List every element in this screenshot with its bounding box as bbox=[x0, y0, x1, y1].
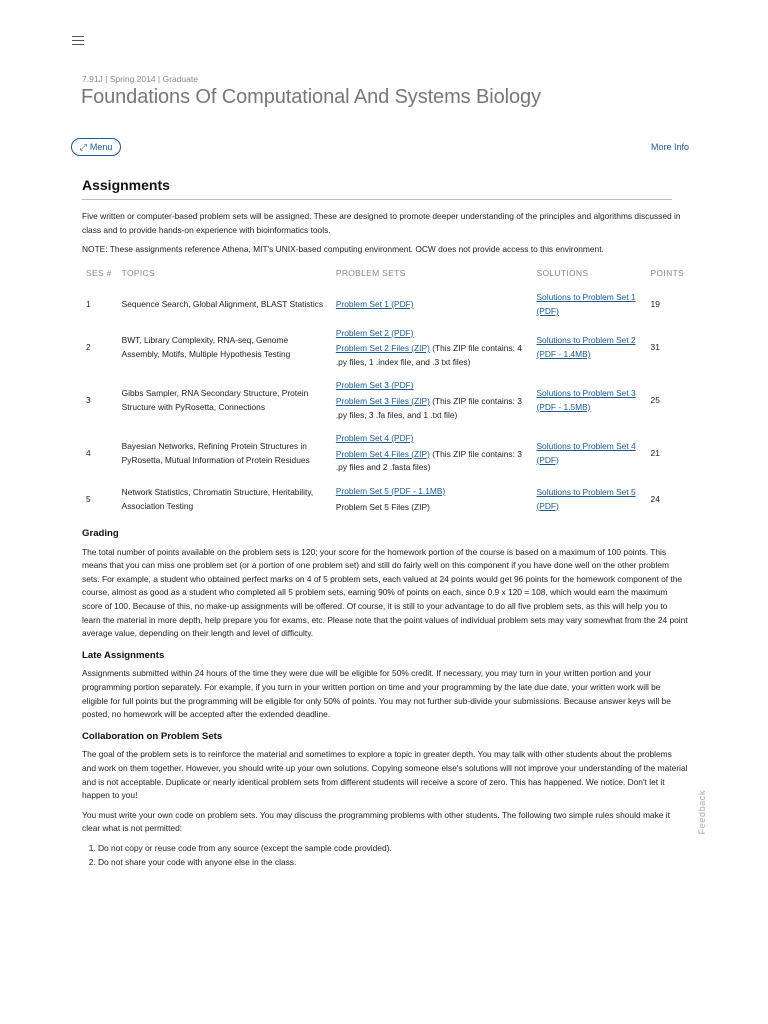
collaboration-paragraph-1: The goal of the problem sets is to reinforce the material and sometimes to explore a topic in greater depth. You may talk with other students about the problems and work on them together. However, you should write up your own solutions. Copying someone else's solutions will not improve your understanding of the material and is not acceptable. Duplicate or nearly identical problem sets from different students will receive a score of zero. This has happened. We notice. Don't let it happen to you! bbox=[82, 749, 688, 801]
problem-set-link[interactable]: Problem Set 3 (PDF) bbox=[335, 380, 414, 391]
note-paragraph: NOTE: These assignments reference Athena, MIT's UNIX-based computing environment. OCW does not provide access to this environment. bbox=[82, 244, 604, 255]
problem-sets-cell bbox=[332, 480, 533, 519]
points-cell: 24 bbox=[650, 493, 660, 504]
hamburger-menu-icon[interactable] bbox=[72, 36, 84, 46]
problem-sets-cell bbox=[332, 374, 533, 427]
grading-heading: Grading bbox=[82, 528, 119, 540]
problem-sets-cell bbox=[332, 427, 533, 480]
zip-contents-note: (This ZIP file contains: 3 .py files, 3 .fa files, and 1 .txt file) bbox=[335, 395, 522, 420]
header-points: POINTS bbox=[650, 267, 684, 278]
points-cell: 21 bbox=[650, 447, 660, 458]
solution-link[interactable]: Solutions to Problem Set 3 (PDF - 1.5MB) bbox=[536, 388, 636, 412]
topics-cell: BWT, Library Complexity, RNA-seq, Genome Assembly, Motifs, Multiple Hypothesis Testing bbox=[121, 335, 291, 359]
solutions-cell bbox=[532, 322, 646, 375]
list-item: 1. Do not copy or reuse code from any source (except the sample code provided). bbox=[98, 842, 688, 856]
problem-set-link[interactable]: Problem Set 5 (PDF - 1.1MB) bbox=[335, 485, 446, 496]
solution-link[interactable]: Solutions to Problem Set 5 (PDF) bbox=[536, 486, 636, 511]
topics-cell: Network Statistics, Chromatin Structure, Heritability, Association Testing bbox=[121, 486, 314, 511]
grading-paragraph: The total number of points available on the problem sets is 120; your score for the homework portion of the course is based on a maximum of 100 points. This means that you can miss one problem set (or a portion of one problem set) and still do fairly well on this component if you have done well on the other problem sets. For example, a student who obtained perfect marks on 4 of 5 problem sets, each valued at 24 points would get 96 points for the homework component of the course, almost as good as a student who completed all 5 problem sets, earning 90% of points on each, since 0.9 x 120 = 108, which would earn the maximum score of 100. Because of this, no make-up assignments will be offered. Of course, it is still to your advantage to do all five problem sets, as this will help you to learn the material in more depth, help prepare you for exams, etc. Please note that the point values of individual problem sets may vary somewhat from the 24 point average value, depending on their length and level of difficulty. bbox=[82, 546, 688, 639]
list-item: 2. Do not share your code with anyone else in the class. bbox=[98, 856, 688, 870]
table-row bbox=[82, 374, 688, 427]
zip-contents-note: (This ZIP file contains: 3 .py files and 2 .fasta files) bbox=[335, 448, 522, 473]
header-solutions: SOLUTIONS bbox=[536, 267, 589, 278]
solutions-cell bbox=[532, 427, 646, 480]
topics-cell: Gibbs Sampler, RNA Secondary Structure, Protein Structure with PyRosetta, Connections bbox=[121, 388, 309, 412]
course-title: Foundations Of Computational And Systems Biology bbox=[81, 86, 541, 108]
table-row bbox=[82, 288, 688, 321]
topics-cell: Bayesian Networks, Refining Protein Structures in PyRosetta, Mutual Information of Protein Residues bbox=[121, 440, 310, 465]
points-cell: 31 bbox=[650, 342, 660, 353]
problem-sets-cell bbox=[332, 322, 533, 375]
points-cell: 25 bbox=[650, 394, 660, 405]
collaboration-heading: Collaboration on Problem Sets bbox=[82, 730, 223, 742]
header-ses: SES # bbox=[86, 267, 112, 278]
problem-set-link[interactable]: Problem Set 4 (PDF) bbox=[335, 433, 414, 444]
ses-cell: 2 bbox=[86, 342, 91, 353]
main-content bbox=[82, 210, 688, 869]
solutions-cell bbox=[532, 374, 646, 427]
problem-set-link[interactable]: Problem Set 1 (PDF) bbox=[335, 299, 414, 310]
ses-cell: 5 bbox=[86, 493, 91, 504]
ses-cell: 3 bbox=[86, 394, 91, 405]
points-cell: 19 bbox=[650, 299, 660, 310]
late-assignments-heading: Late Assignments bbox=[82, 649, 165, 661]
collaboration-paragraph-2: You must write your own code on problem sets. You may discuss the programming problems with other students. The following two simple rules should make it clear what is not permitted: bbox=[82, 809, 670, 834]
expand-arrows-icon: ⤢ bbox=[79, 141, 87, 152]
header-topics: TOPICS bbox=[121, 267, 155, 278]
late-assignments-paragraph: Assignments submitted within 24 hours of the time they were due will be eligible for 50% credit. If necessary, you may turn in your written portion and your programming portion separately. For example, if you turn in your written portion on time and your programming by the late due date, your written work will be eligible for full points but the programming will be eligible for only 50% of points. You may not further sub-divide your submissions. Because answer keys will be posted, no homework will be accepted after the extended deadline. bbox=[82, 668, 671, 720]
menu-button-label: Menu bbox=[89, 142, 113, 152]
page-title: Assignments bbox=[82, 177, 170, 193]
problem-set-link[interactable]: Problem Set 2 (PDF) bbox=[335, 327, 414, 338]
table-row bbox=[82, 427, 688, 480]
topics-cell: Sequence Search, Global Alignment, BLAST Statistics bbox=[121, 299, 324, 310]
zip-contents-note: (This ZIP file contains: 4 .py files, 1 .index file, and .3 txt files) bbox=[335, 343, 522, 367]
solutions-cell bbox=[532, 480, 646, 519]
header-problem-sets: PROBLEM SETS bbox=[335, 267, 406, 278]
solutions-cell bbox=[532, 288, 646, 321]
table-header-row bbox=[82, 265, 688, 289]
problem-sets-cell bbox=[332, 288, 533, 321]
feedback-tab[interactable]: Feedback bbox=[697, 790, 707, 835]
table-row bbox=[82, 322, 688, 375]
table-row bbox=[82, 480, 688, 519]
course-meta: 7.91J | Spring 2014 | Graduate bbox=[82, 74, 198, 84]
menu-button[interactable] bbox=[71, 138, 121, 156]
title-divider bbox=[82, 199, 672, 200]
problem-set-files-link[interactable]: Problem Set 3 Files (ZIP) bbox=[335, 395, 430, 406]
solution-link[interactable]: Solutions to Problem Set 2 (PDF - 1.4MB) bbox=[536, 335, 636, 359]
rules-list bbox=[82, 842, 688, 869]
problem-set-files-link[interactable]: Problem Set 4 Files (ZIP) bbox=[335, 448, 430, 459]
problem-set-files-link[interactable]: Problem Set 2 Files (ZIP) bbox=[335, 343, 430, 354]
more-info-link[interactable]: More Info bbox=[650, 142, 689, 152]
solution-link[interactable]: Solutions to Problem Set 4 (PDF) bbox=[536, 440, 636, 465]
intro-paragraph: Five written or computer-based problem sets will be assigned. These are designed to promote deeper understanding of the principles and algorithms discussed in class and to provide hands-on experience with bioinformatics tools. bbox=[82, 211, 681, 235]
assignments-table bbox=[82, 265, 688, 519]
ses-cell: 1 bbox=[86, 299, 91, 310]
solution-link[interactable]: Solutions to Problem Set 1 (PDF) bbox=[536, 292, 636, 316]
problem-set-files-text: Problem Set 5 Files (ZIP) bbox=[335, 501, 430, 512]
ses-cell: 4 bbox=[86, 447, 91, 458]
